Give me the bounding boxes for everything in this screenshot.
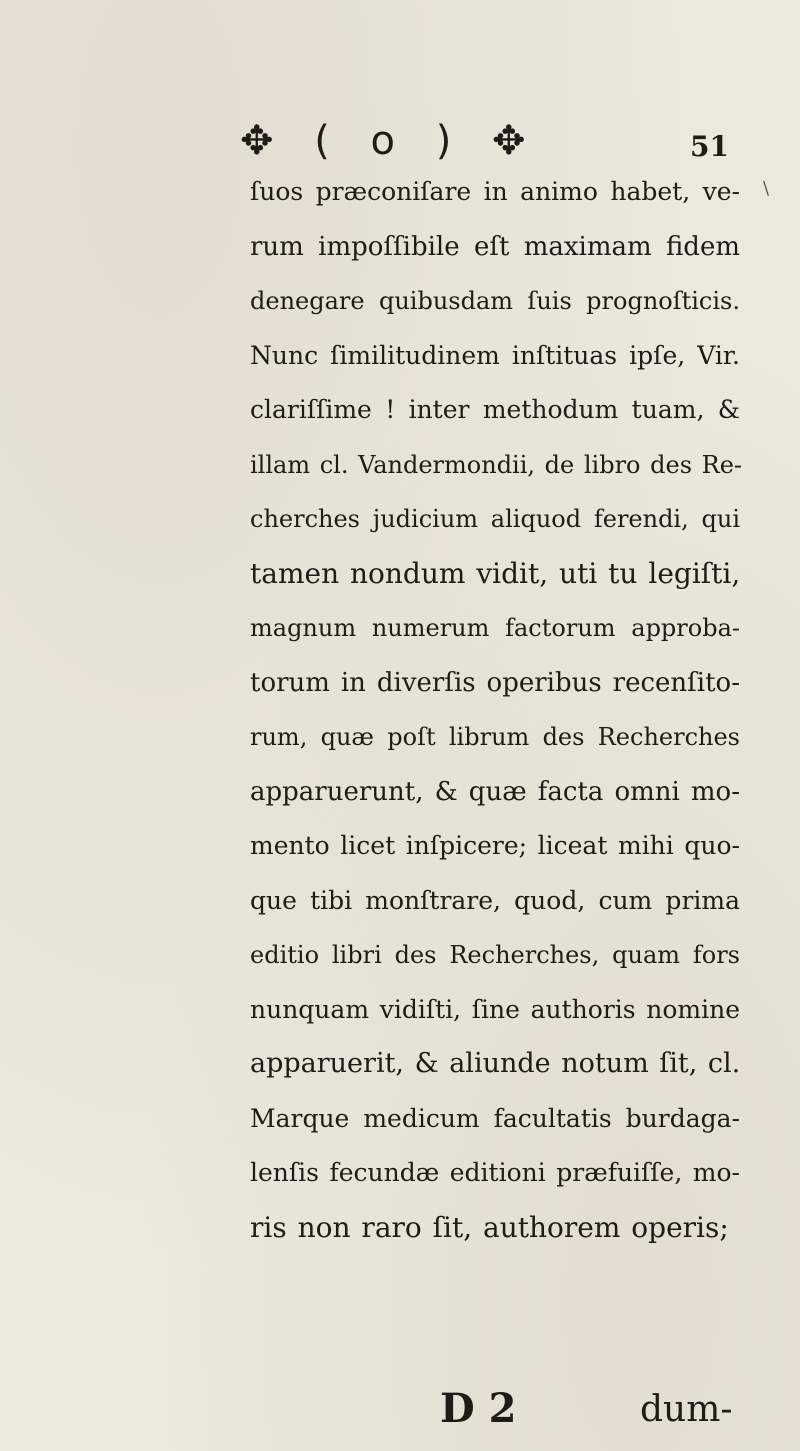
text-line: editio libri des Recherches, quam fors <box>250 941 740 969</box>
text-line: lenſis fecundæ editioni præfuiſſe, mo- <box>250 1158 740 1187</box>
text-line: que tibi monſtrare, quod, cum prima <box>250 885 740 915</box>
text-line: ris non raro ſit, authorem operis; <box>250 1210 729 1244</box>
text-line: mento licet inſpicere; liceat mihi quo- <box>250 831 740 860</box>
header-ornament: ✥ ( o ) ✥ <box>240 118 540 164</box>
text-line: rum impoſſibile eſt maximam fidem <box>250 231 740 262</box>
text-line: cherches judicium aliquod ferendi, qui <box>250 505 740 533</box>
text-line: apparuerit, & aliunde notum ſit, cl. <box>250 1048 741 1079</box>
text-line: illam cl. Vandermondii, de libro des Re- <box>250 450 743 479</box>
page-number: 51 <box>690 130 729 163</box>
text-line: apparuerunt, & quæ facta omni mo- <box>250 776 740 807</box>
text-line: denegare quibusdam ſuis prognoſticis. <box>250 287 740 315</box>
text-line: torum in diverſis operibus recenſito- <box>250 667 740 698</box>
text-line: magnum numerum factorum approba- <box>250 614 740 642</box>
text-line: clariſſime ! inter methodum tuam, & <box>250 395 740 424</box>
text-line: nunquam vidiſti, ſine authoris nomine <box>250 994 740 1024</box>
text-line: rum, quæ poſt librum des Recherches <box>250 723 740 751</box>
catchword: dum- <box>640 1389 733 1430</box>
text-line: tamen nondum vidit, uti tu legiſti, <box>250 556 741 590</box>
margin-mark: \ <box>763 178 770 199</box>
text-line: Nunc ſimilitudinem inſtituas ipſe, Vir. <box>250 340 740 370</box>
signature-mark: D 2 <box>440 1385 517 1432</box>
text-line: ſuos præconiſare in animo habet, ve- <box>250 177 740 206</box>
page-footer <box>0 1385 800 1435</box>
page-header <box>0 118 800 168</box>
text-body <box>250 165 743 1255</box>
text-line: Marque medicum facultatis burdaga- <box>250 1103 740 1133</box>
